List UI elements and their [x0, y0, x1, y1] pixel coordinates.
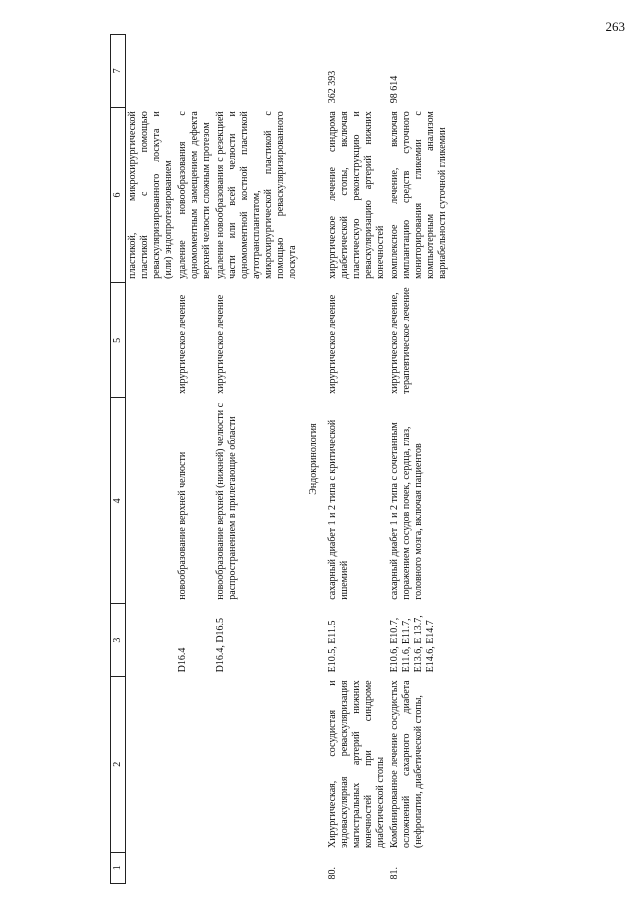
section-row: [300, 35, 326, 884]
medical-care-table: [110, 34, 450, 884]
row-number-cell: 81.: [389, 867, 400, 880]
treatment-type-cell: хирургическое лечение, терапевтическое лечение: [389, 287, 412, 394]
cost-cell: [176, 35, 214, 108]
row-number-cell: [176, 852, 214, 883]
patient-model-cell: новообразование верхней (нижней) челюсти с распространением в прилегающие области: [215, 402, 238, 600]
cost-cell: [214, 35, 300, 108]
cost-cell: 98 614: [389, 75, 400, 104]
treatment-method-cell: удаление новообразования с одномоментным замещением дефекта верхней челюсти сложным протезом: [177, 111, 212, 279]
treatment-type-cell: [126, 283, 177, 398]
patient-model-cell: сахарный диабет 1 и 2 типа с сочетанным поражением сосудов почек, сердца, глаз, головного мозга, включая пациентов: [389, 422, 424, 600]
column-header-2: 2: [111, 676, 126, 852]
treatment-method-cell: пластикой, микрохирургической пластикой с помощью реваскуляризированного лоскута и (или) эндопротезированием: [127, 111, 174, 279]
care-type-cell: [126, 676, 177, 852]
column-header-4: 4: [111, 398, 126, 604]
table-row: [388, 35, 450, 884]
treatment-method-cell: удаление новообразования с резекцией части или всей челюсти и одномоментной костной пластикой аутотрансплантатом, микрохирургической пластикой с помощью реваскуляризированного лоскута: [215, 111, 298, 279]
column-header-5: 5: [111, 283, 126, 398]
table-row: [176, 35, 214, 884]
patient-model-cell: сахарный диабет 1 и 2 типа с критической ишемией: [327, 419, 350, 600]
treatment-method-cell: комплексное лечение, включая имплантацию средств суточного мониторирования гликемии с компьютерным анализом вариабельности суточной гликемии: [389, 111, 448, 279]
care-type-cell: [214, 676, 300, 852]
table-header-row: [111, 35, 126, 884]
section-title: Эндокринология: [308, 423, 319, 495]
rotated-table-wrapper: [110, 34, 610, 884]
mkb-code-cell: E10.6, E10.7, E11.6, E11.7, E13.6, E 13.7, E14.6, E14.7: [389, 615, 436, 673]
column-header-1: 1: [111, 852, 126, 883]
column-header-3: 3: [111, 604, 126, 677]
row-number-cell: [126, 852, 177, 883]
care-type-cell: Хирургическая, сосудистая и эндоваскулярная реваскуляризация магистральных артерий нижних конечностей при синдроме диабетической стопы: [327, 680, 386, 849]
table-row: [126, 35, 177, 884]
cost-cell: 362 393: [327, 70, 338, 104]
treatment-type-cell: хирургическое лечение: [327, 294, 338, 394]
patient-model-cell: новообразование верхней челюсти: [177, 451, 188, 600]
treatment-method-cell: хирургическое лечение синдрома диабетической стопы, включая пластическую реконструкцию и реваскуляризацию артерий нижних конечностей: [327, 111, 386, 279]
treatment-type-cell: хирургическое лечение: [177, 294, 188, 394]
cost-cell: [126, 35, 177, 108]
care-type-cell: Комбинированное лечение сосудистых осложнений сахарного диабета (нефропатии, диабетической стопы,: [389, 680, 424, 849]
patient-model-cell: [126, 398, 177, 604]
treatment-type-cell: хирургическое лечение: [215, 294, 226, 394]
table-row: [214, 35, 300, 884]
care-type-cell: [176, 676, 214, 852]
row-number-cell: [214, 852, 300, 883]
mkb-code-cell: E10.5, E11.5: [327, 620, 338, 673]
page-number: 263: [605, 19, 625, 34]
table-row: [326, 35, 388, 884]
column-header-7: 7: [111, 35, 126, 108]
mkb-code-cell: [126, 604, 177, 677]
mkb-code-cell: D16.4: [177, 647, 188, 673]
column-header-6: 6: [111, 107, 126, 283]
mkb-code-cell: D16.4, D16.5: [215, 617, 226, 673]
row-number-cell: 80.: [327, 867, 338, 880]
